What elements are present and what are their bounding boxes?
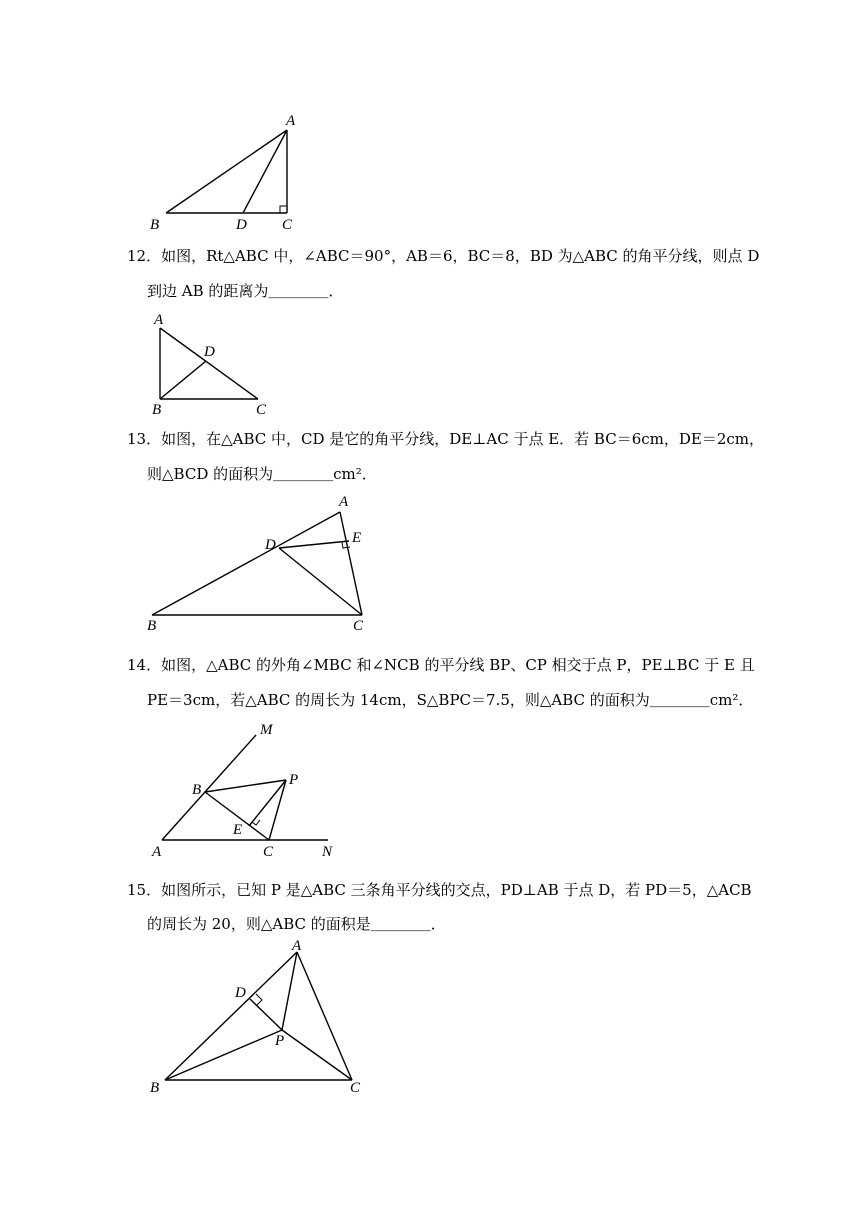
question-12-text-2: 到边 AB 的距离为＿＿＿＿． <box>147 282 344 300</box>
fig11-label-A: A <box>286 113 296 129</box>
fig12-label-B: B <box>152 402 162 418</box>
question-15-line-1 <box>127 880 752 900</box>
fig15-label-A: A <box>292 938 302 954</box>
question-12-number: 12． <box>127 247 162 265</box>
fig12-label-A: A <box>154 312 164 328</box>
figure-11 <box>150 113 296 233</box>
question-14-line-1 <box>127 655 755 675</box>
figure-12 <box>152 312 267 418</box>
question-13-text-1: 如图，在△ABC 中，CD 是它的角平分线，DE⊥AC 于点 E．若 BC＝6cm，DE＝2cm， <box>161 430 765 448</box>
fig11-label-C: C <box>282 217 293 233</box>
fig14-label-N: N <box>322 844 333 860</box>
fig14-label-M: M <box>260 722 273 738</box>
fig12-label-D: D <box>204 344 215 360</box>
question-15-number: 15． <box>127 881 162 899</box>
question-14-line-2 <box>147 690 753 710</box>
fig14-label-A: A <box>152 844 162 860</box>
question-13-line-1 <box>127 429 764 449</box>
fig15-label-P: P <box>275 1033 285 1049</box>
question-13-line-2 <box>147 464 377 484</box>
fig14-label-B: B <box>192 782 202 798</box>
question-12-text-1: 如图，Rt△ABC 中，∠ABC＝90°，AB＝6，BC＝8，BD 为△ABC 的角平分线，则点 D <box>161 247 760 265</box>
question-13-text-2: 则△BCD 的面积为＿＿＿＿cm²． <box>147 465 377 483</box>
fig13-label-B: B <box>147 618 157 634</box>
question-15-line-2 <box>147 914 446 934</box>
figure-15 <box>150 938 361 1096</box>
fig15-label-D: D <box>235 985 246 1001</box>
question-12-line-2 <box>147 281 343 301</box>
question-14-text-2: PE＝3cm，若△ABC 的周长为 14cm，S△BPC＝7.5，则△ABC 的面积为＿＿＿＿cm²． <box>147 691 754 709</box>
question-12-line-1 <box>127 246 759 266</box>
question-15-text-2: 的周长为 20，则△ABC 的面积是＿＿＿＿． <box>147 915 446 933</box>
fig14-label-C: C <box>263 844 274 860</box>
fig13-label-D: D <box>265 537 276 553</box>
figure-13 <box>147 494 364 634</box>
question-13-number: 13． <box>127 430 162 448</box>
fig11-label-B: B <box>150 217 160 233</box>
fig12-label-C: C <box>256 402 267 418</box>
figure-14 <box>151 722 333 860</box>
question-14-text-1: 如图，△ABC 的外角∠MBC 和∠NCB 的平分线 BP、CP 相交于点 P，PE⊥BC 于 E 且 <box>161 656 755 674</box>
fig15-label-C: C <box>350 1080 361 1096</box>
question-14-number: 14． <box>127 656 162 674</box>
fig11-label-D: D <box>236 217 247 233</box>
fig14-label-E: E <box>233 822 243 838</box>
fig15-label-B: B <box>150 1080 160 1096</box>
fig13-label-A: A <box>339 494 349 510</box>
fig14-label-P: P <box>289 772 299 788</box>
fig13-label-E: E <box>352 530 362 546</box>
question-15-text-1: 如图所示，已知 P 是△ABC 三条角平分线的交点，PD⊥AB 于点 D，若 PD＝5，△ACB <box>161 881 752 899</box>
fig13-label-C: C <box>353 618 364 634</box>
